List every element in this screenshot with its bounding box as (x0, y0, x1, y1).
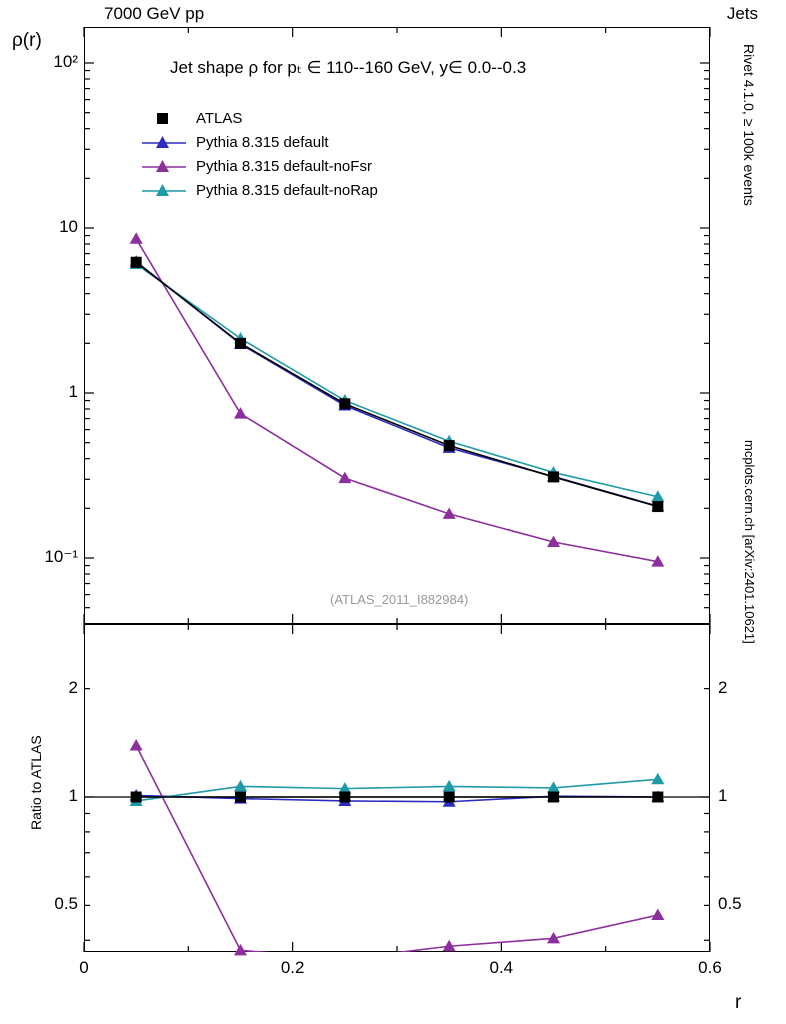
legend-label: Pythia 8.315 default-noFsr (196, 158, 372, 175)
x-axis-title: r (735, 992, 742, 1013)
x-tick-label-0: 0 (79, 958, 89, 977)
mcplots-source-label: mcplots.cern.ch [arXiv:2401.10621] (742, 440, 757, 644)
y-tick-label-main-1: 10 (59, 217, 78, 236)
y-tick-label-main-2: 1 (68, 382, 78, 401)
y-tick-label-ratio-right-2: 0.5 (718, 894, 742, 914)
y-tick-label-ratio-left-2: 0.5 (54, 894, 78, 914)
y-tick-label-ratio-left-0: 2 (68, 677, 78, 697)
header-right-label: Jets (726, 4, 758, 23)
rivet-version-label: Rivet 4.1.0, ≥ 100k events (741, 44, 757, 206)
legend-label: Pythia 8.315 default (196, 134, 329, 151)
x-tick-label-1: 0.2 (280, 958, 305, 977)
x-tick-label-3: 0.6 (698, 958, 722, 977)
header-left-label: 7000 GeV pp (104, 4, 205, 23)
analysis-id-watermark: (ATLAS_2011_I882984) (330, 592, 469, 607)
y-axis-title-main: ρ(r) (12, 30, 42, 51)
y-tick-label-main-0: 10² (53, 52, 78, 71)
y-tick-label-ratio-right-1: 1 (718, 786, 728, 805)
y-tick-label-ratio-right-0: 2 (718, 677, 728, 697)
x-tick-label-2: 0.4 (489, 958, 514, 977)
legend-label: ATLAS (196, 110, 243, 127)
plot-title: Jet shape ρ for pₜ ∈ 110--160 GeV, y∈ 0.0--0.3 (170, 58, 527, 77)
y-tick-label-main-3: 10⁻¹ (44, 547, 78, 566)
y-tick-label-ratio-left-1: 1 (68, 786, 78, 805)
legend-label: Pythia 8.315 default-noRap (196, 182, 378, 199)
y-axis-title-ratio: Ratio to ATLAS (28, 735, 44, 830)
